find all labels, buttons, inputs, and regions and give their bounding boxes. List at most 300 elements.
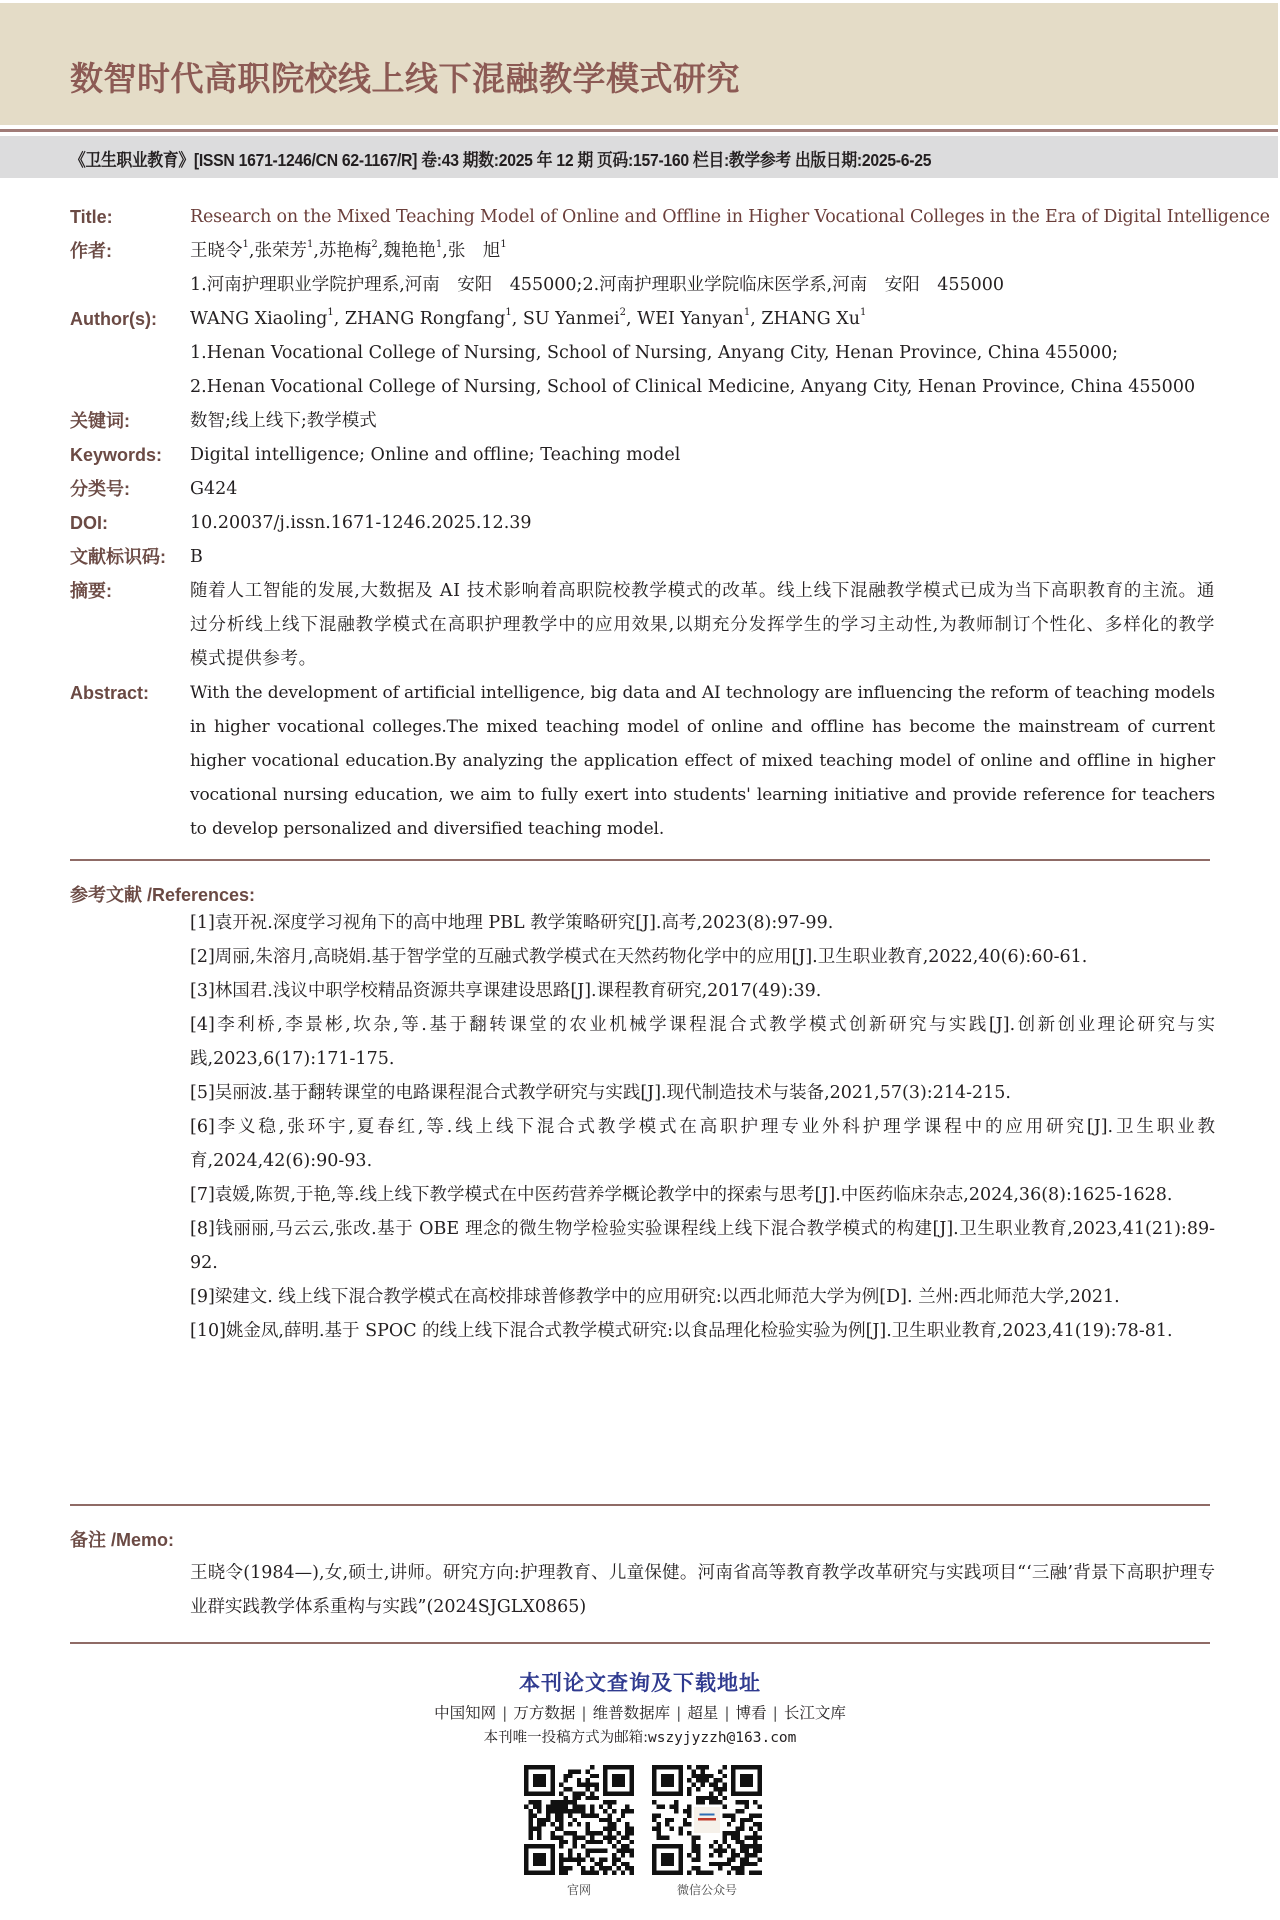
qr-module (568, 1800, 572, 1804)
qr-module (687, 1791, 691, 1795)
qr-module (577, 1822, 581, 1826)
affiliation-marker: 1 (435, 239, 443, 250)
qr-module (630, 1840, 634, 1844)
qr-module (749, 1862, 753, 1866)
qr-module (594, 1783, 598, 1787)
qr-code-icon[interactable] (652, 1765, 762, 1875)
qr-module (608, 1831, 612, 1835)
qr-caption: 官网 (566, 1883, 591, 1897)
qr-module (705, 1778, 709, 1782)
author-list-en: WANG Xiaoling$^1$, ZHANG Rongfang$^1$, SU Yanmei$^2$, WEI Yanyan$^1$, ZHANG Xu$^1$ (190, 307, 867, 329)
qr-module (714, 1778, 718, 1782)
qr-module (577, 1783, 581, 1787)
qr-module (546, 1809, 550, 1813)
qr-module (590, 1857, 594, 1861)
qr-module (586, 1822, 590, 1826)
qr-module (586, 1871, 590, 1875)
qr-code-icon[interactable] (524, 1765, 634, 1875)
qr-module (616, 1818, 620, 1822)
qr-module (550, 1805, 554, 1809)
qr-module (581, 1783, 585, 1787)
qr-module (559, 1813, 563, 1817)
qr-module (559, 1844, 563, 1848)
field-doc-code (70, 540, 1220, 574)
qr-module (740, 1866, 744, 1870)
qr-module (625, 1844, 629, 1848)
affiliation-en: 1.Henan Vocational College of Nursing, School of Nursing, Anyang City, Henan Province, China 455000; (190, 343, 1119, 363)
qr-module (564, 1866, 568, 1870)
qr-module (586, 1849, 590, 1853)
qr-module (705, 1765, 709, 1769)
author-name: ZHANG Xu (761, 309, 860, 329)
keywords-cn: 数智;线上线下;教学模式 (190, 411, 377, 431)
qr-module (630, 1866, 634, 1870)
qr-module (687, 1853, 691, 1857)
qr-module (722, 1783, 726, 1787)
qr-module (555, 1818, 559, 1822)
qr-module (608, 1805, 612, 1809)
footer-title: 本刊论文查询及下载地址 (519, 1671, 761, 1695)
qr-module (744, 1844, 748, 1848)
affiliation-marker: 1 (242, 239, 249, 250)
qr-module (718, 1791, 722, 1795)
qr-module (594, 1849, 598, 1853)
affiliation-marker: 1 (505, 307, 512, 318)
qr-module (709, 1871, 713, 1875)
qr-module (687, 1787, 691, 1791)
qr-module (718, 1787, 722, 1791)
qr-module (665, 1818, 669, 1822)
qr-module (568, 1822, 572, 1826)
qr-module (696, 1778, 700, 1782)
field-authors-cn (70, 234, 1220, 268)
qr-module (603, 1871, 607, 1875)
submission-email[interactable]: wszyjyzzh@163.com (647, 1730, 797, 1746)
qr-module (586, 1783, 590, 1787)
qr-module (608, 1827, 612, 1831)
qr-module (577, 1857, 581, 1861)
qr-module (727, 1822, 731, 1826)
qr-module (758, 1849, 762, 1853)
qr-module (630, 1853, 634, 1857)
qr-module (736, 1866, 740, 1870)
qr-module (568, 1769, 572, 1773)
reference-item: [8]钱丽丽,马云云,张改.基于 OBE 理念的微生物学检验实验课程线上线下混合教学模式的构建[J].卫生职业教育,2023,41(21):89-92. (190, 1219, 1215, 1273)
qr-module (533, 1827, 537, 1831)
doc-code-value: B (190, 547, 203, 567)
qr-module (564, 1840, 568, 1844)
qr-module (740, 1818, 744, 1822)
qr-module (696, 1844, 700, 1848)
qr-module (744, 1800, 748, 1804)
qr-module (758, 1871, 762, 1875)
qr-module (599, 1818, 603, 1822)
qr-module (731, 1866, 735, 1870)
qr-module (537, 1809, 541, 1813)
qr-module (533, 1800, 537, 1804)
qr-module (705, 1774, 709, 1778)
qr-module (753, 1871, 757, 1875)
qr-module (753, 1862, 757, 1866)
qr-module (709, 1791, 713, 1795)
qr-module (528, 1818, 532, 1822)
title-divider (0, 129, 1278, 132)
qr-module (687, 1822, 691, 1826)
qr-module (586, 1831, 590, 1835)
qr-module (753, 1835, 757, 1839)
qr-module (656, 1835, 660, 1839)
qr-module (594, 1774, 598, 1778)
qr-finder-core (740, 1774, 753, 1787)
qr-module (692, 1783, 696, 1787)
reference-list (190, 906, 1215, 1348)
qr-module (652, 1818, 656, 1822)
field-label: Author(s): (70, 309, 157, 329)
qr-module (670, 1818, 674, 1822)
qr-module (559, 1835, 563, 1839)
field-affiliation-cn (70, 268, 1220, 302)
qr-module (744, 1818, 748, 1822)
qr-module (586, 1813, 590, 1817)
qr-module (740, 1840, 744, 1844)
database-link[interactable]: 博看 (735, 1704, 767, 1722)
database-link[interactable]: 超星 (687, 1704, 719, 1722)
qr-module (700, 1871, 704, 1875)
qr-module (564, 1778, 568, 1782)
qr-module (533, 1813, 537, 1817)
field-abstract-en (70, 676, 1220, 846)
qr-module (718, 1769, 722, 1773)
qr-module (594, 1787, 598, 1791)
qr-module (603, 1809, 607, 1813)
qr-module (590, 1809, 594, 1813)
qr-module (599, 1840, 603, 1844)
qr-finder-core (661, 1853, 674, 1866)
qr-module (740, 1862, 744, 1866)
qr-module (599, 1831, 603, 1835)
qr-module (564, 1805, 568, 1809)
qr-module (590, 1871, 594, 1875)
qr-module (661, 1805, 665, 1809)
qr-module (568, 1866, 572, 1870)
qr-module (559, 1791, 563, 1795)
reference-item: [9]梁建文. 线上线下混合教学模式在高校排球普修教学中的应用研究:以西北师范大学为例[D]. 兰州:西北师范大学,2021. (190, 1287, 1120, 1307)
qr-module (572, 1796, 576, 1800)
qr-module (577, 1805, 581, 1809)
qr-module (568, 1857, 572, 1861)
qr-module (705, 1796, 709, 1800)
qr-module (740, 1800, 744, 1804)
affiliation-cn: 1.河南护理职业学院护理系,河南 安阳 455000;2.河南护理职业学院临床医学系,河南 安阳 455000 (190, 275, 1005, 295)
qr-module (722, 1765, 726, 1769)
affiliation-marker: 1 (306, 239, 314, 250)
qr-module (559, 1783, 563, 1787)
field-keywords-cn (70, 404, 1220, 438)
qr-website (524, 1765, 634, 1898)
qr-module (670, 1805, 674, 1809)
qr-module (590, 1796, 594, 1800)
qr-module (590, 1835, 594, 1839)
qr-module (621, 1844, 625, 1848)
qr-module (559, 1862, 563, 1866)
qr-module (581, 1835, 585, 1839)
qr-module (727, 1862, 731, 1866)
qr-module (568, 1774, 572, 1778)
qr-module (722, 1849, 726, 1853)
qr-module (559, 1822, 563, 1826)
qr-module (656, 1822, 660, 1826)
qr-module (718, 1862, 722, 1866)
qr-module (542, 1818, 546, 1822)
qr-module (581, 1857, 585, 1861)
qr-module (599, 1862, 603, 1866)
qr-module (678, 1827, 682, 1831)
qr-module (727, 1831, 731, 1835)
qr-module (625, 1866, 629, 1870)
qr-module (608, 1800, 612, 1804)
qr-module (590, 1783, 594, 1787)
qr-module (692, 1835, 696, 1839)
field-doi (70, 506, 1220, 540)
section-divider (70, 859, 1210, 861)
qr-module (696, 1774, 700, 1778)
qr-module (753, 1844, 757, 1848)
qr-module (740, 1844, 744, 1848)
qr-module (630, 1809, 634, 1813)
qr-module (594, 1871, 598, 1875)
database-list (0, 1700, 1280, 1726)
qr-module (674, 1805, 678, 1809)
qr-module (555, 1805, 559, 1809)
qr-module (731, 1831, 735, 1835)
qr-module (625, 1809, 629, 1813)
submission-email-line (0, 1726, 1280, 1750)
qr-module (572, 1800, 576, 1804)
qr-module (758, 1835, 762, 1839)
affiliation-en: 2.Henan Vocational College of Nursing, School of Clinical Medicine, Anyang City, Henan Province, China 455000 (190, 377, 1196, 397)
qr-module (586, 1769, 590, 1773)
qr-module (696, 1866, 700, 1870)
qr-module (572, 1844, 576, 1848)
qr-module (594, 1796, 598, 1800)
qr-module (537, 1822, 541, 1826)
qr-finder-core (612, 1774, 625, 1787)
qr-module (758, 1805, 762, 1809)
database-link[interactable]: 中国知网 (434, 1704, 497, 1722)
qr-module (550, 1835, 554, 1839)
qr-module (714, 1787, 718, 1791)
qr-module (652, 1827, 656, 1831)
doi-value[interactable]: 10.20037/j.issn.1671-1246.2025.12.39 (190, 513, 532, 533)
qr-module (630, 1827, 634, 1831)
qr-module (718, 1844, 722, 1848)
qr-module (740, 1827, 744, 1831)
separator: | (502, 1704, 508, 1722)
qr-module (537, 1835, 541, 1839)
qr-module (572, 1831, 576, 1835)
qr-module (608, 1835, 612, 1839)
qr-module (577, 1809, 581, 1813)
qr-module (528, 1827, 532, 1831)
abstract-en: With the development of artificial intelligence, big data and AI technology are influencing the reform of teaching models in higher vocational colleges.The mixed teaching model of online and offline has become the mainstream of current higher vocational education.By analyzing the application effect of mixed teaching model of online and offline in higher vocational nursing education, we aim to fully exert into students' learning initiative and provide reference for teachers to develop personalized and diversified teaching model. (190, 683, 1215, 839)
qr-module (625, 1805, 629, 1809)
affiliation-marker: 2 (619, 307, 626, 318)
qr-module (709, 1862, 713, 1866)
qr-module (586, 1787, 590, 1791)
qr-module (687, 1871, 691, 1875)
qr-module (564, 1871, 568, 1875)
qr-module (749, 1871, 753, 1875)
qr-module (753, 1800, 757, 1804)
qr-module (718, 1800, 722, 1804)
qr-module (722, 1774, 726, 1778)
qr-module (572, 1769, 576, 1773)
memo-text: 王晓令(1984—),女,硕士,讲师。研究方向:护理教育、儿童保健。河南省高等教育教学改革研究与实践项目“‘三融’背景下高职护理专业群实践教学体系重构与实践”(2024SJGLX0865) (190, 1563, 1215, 1617)
qr-module (722, 1787, 726, 1791)
qr-module (581, 1866, 585, 1870)
qr-module (528, 1822, 532, 1826)
qr-finder-core (533, 1853, 546, 1866)
qr-module (537, 1827, 541, 1831)
qr-module (696, 1765, 700, 1769)
qr-module (608, 1813, 612, 1817)
qr-module (586, 1853, 590, 1857)
qr-module (564, 1796, 568, 1800)
qr-module (581, 1813, 585, 1817)
qr-module (709, 1796, 713, 1800)
memo-label: 备注 /Memo: (70, 1530, 175, 1550)
qr-module (696, 1787, 700, 1791)
qr-module (590, 1765, 594, 1769)
qr-module (731, 1818, 735, 1822)
qr-module (749, 1818, 753, 1822)
qr-module (616, 1866, 620, 1870)
author-name: ZHANG Rongfang (344, 309, 506, 329)
qr-module (616, 1857, 620, 1861)
qr-module (564, 1857, 568, 1861)
qr-module (603, 1849, 607, 1853)
qr-module (599, 1805, 603, 1809)
qr-module (652, 1813, 656, 1817)
qr-module (550, 1800, 554, 1804)
qr-module (568, 1809, 572, 1813)
field-title (70, 200, 1270, 234)
qr-module (581, 1809, 585, 1813)
qr-module (749, 1813, 753, 1817)
qr-module (758, 1813, 762, 1817)
qr-module (714, 1849, 718, 1853)
qr-module (603, 1866, 607, 1870)
qr-module (705, 1871, 709, 1875)
qr-module (656, 1831, 660, 1835)
qr-module (674, 1800, 678, 1804)
qr-module (594, 1813, 598, 1817)
qr-module (559, 1818, 563, 1822)
qr-module (736, 1809, 740, 1813)
qr-module (577, 1835, 581, 1839)
qr-module (599, 1857, 603, 1861)
qr-module (603, 1835, 607, 1839)
qr-module (621, 1862, 625, 1866)
qr-module (555, 1800, 559, 1804)
qr-module (749, 1853, 753, 1857)
field-classification (70, 472, 1220, 506)
qr-module (621, 1813, 625, 1817)
qr-module (612, 1853, 616, 1857)
qr-module (700, 1783, 704, 1787)
qr-module (674, 1809, 678, 1813)
qr-module (630, 1871, 634, 1875)
qr-module (749, 1835, 753, 1839)
qr-module (612, 1822, 616, 1826)
qr-module (559, 1871, 563, 1875)
qr-module (590, 1849, 594, 1853)
reference-item: [3]林国君.浅议中职学校精品资源共享课建设思路[J].课程教育研究,2017(49):39. (190, 981, 822, 1001)
qr-module (753, 1822, 757, 1826)
qr-module (687, 1805, 691, 1809)
qr-module (700, 1774, 704, 1778)
qr-module (528, 1800, 532, 1804)
qr-module (692, 1769, 696, 1773)
keywords-en: Digital intelligence; Online and offline; Teaching model (190, 445, 681, 465)
field-keywords-en (70, 438, 1220, 472)
qr-module (621, 1809, 625, 1813)
qr-module (722, 1831, 726, 1835)
wechat-logo-mark (698, 1818, 716, 1821)
field-label: Title: (70, 207, 113, 227)
qr-module (568, 1813, 572, 1817)
database-link[interactable]: 万方数据 (513, 1704, 576, 1722)
qr-module (744, 1805, 748, 1809)
qr-module (564, 1831, 568, 1835)
author-list-cn: 王晓令$^1$,张荣芳$^1$,苏艳梅$^2$,魏艳艳$^1$,张 旭$^1$ (190, 239, 507, 261)
qr-module (612, 1871, 616, 1875)
author-name: 魏艳艳 (383, 241, 436, 261)
qr-module (687, 1778, 691, 1782)
qr-module (581, 1791, 585, 1795)
database-link[interactable]: 长江文库 (783, 1704, 846, 1722)
qr-module (722, 1862, 726, 1866)
qr-module (758, 1857, 762, 1861)
qr-module (692, 1774, 696, 1778)
qr-module (537, 1800, 541, 1804)
qr-module (722, 1805, 726, 1809)
affiliation-marker: 1 (743, 307, 751, 318)
database-link[interactable]: 维普数据库 (592, 1704, 671, 1722)
qr-module (572, 1857, 576, 1861)
qr-module (559, 1805, 563, 1809)
qr-module (683, 1822, 687, 1826)
qr-module (758, 1827, 762, 1831)
qr-module (555, 1813, 559, 1817)
qr-module (603, 1800, 607, 1804)
qr-module (696, 1857, 700, 1861)
author-name: 王晓令 (190, 241, 243, 261)
separator: | (724, 1704, 730, 1722)
qr-module (559, 1800, 563, 1804)
qr-module (612, 1827, 616, 1831)
qr-module (718, 1853, 722, 1857)
qr-module (727, 1813, 731, 1817)
qr-module (555, 1809, 559, 1813)
qr-module (590, 1840, 594, 1844)
abstract-cn: 随着人工智能的发展,大数据及 AI 技术影响着高职院校教学模式的改革。线上线下混融教学模式已成为当下高职教育的主流。通过分析线上线下混融教学模式在高职护理教学中的应用效果,以期充分发挥学生的学习主动性,为教师制订个性化、多样化的教学模式提供参考。 (190, 581, 1215, 669)
reference-item: [5]吴丽波.基于翻转课堂的电路课程混合式教学研究与实践[J].现代制造技术与装备,2021,57(3):214-215. (190, 1083, 1011, 1103)
qr-module (736, 1853, 740, 1857)
qr-module (608, 1866, 612, 1870)
qr-module (740, 1809, 744, 1813)
qr-module (709, 1783, 713, 1787)
